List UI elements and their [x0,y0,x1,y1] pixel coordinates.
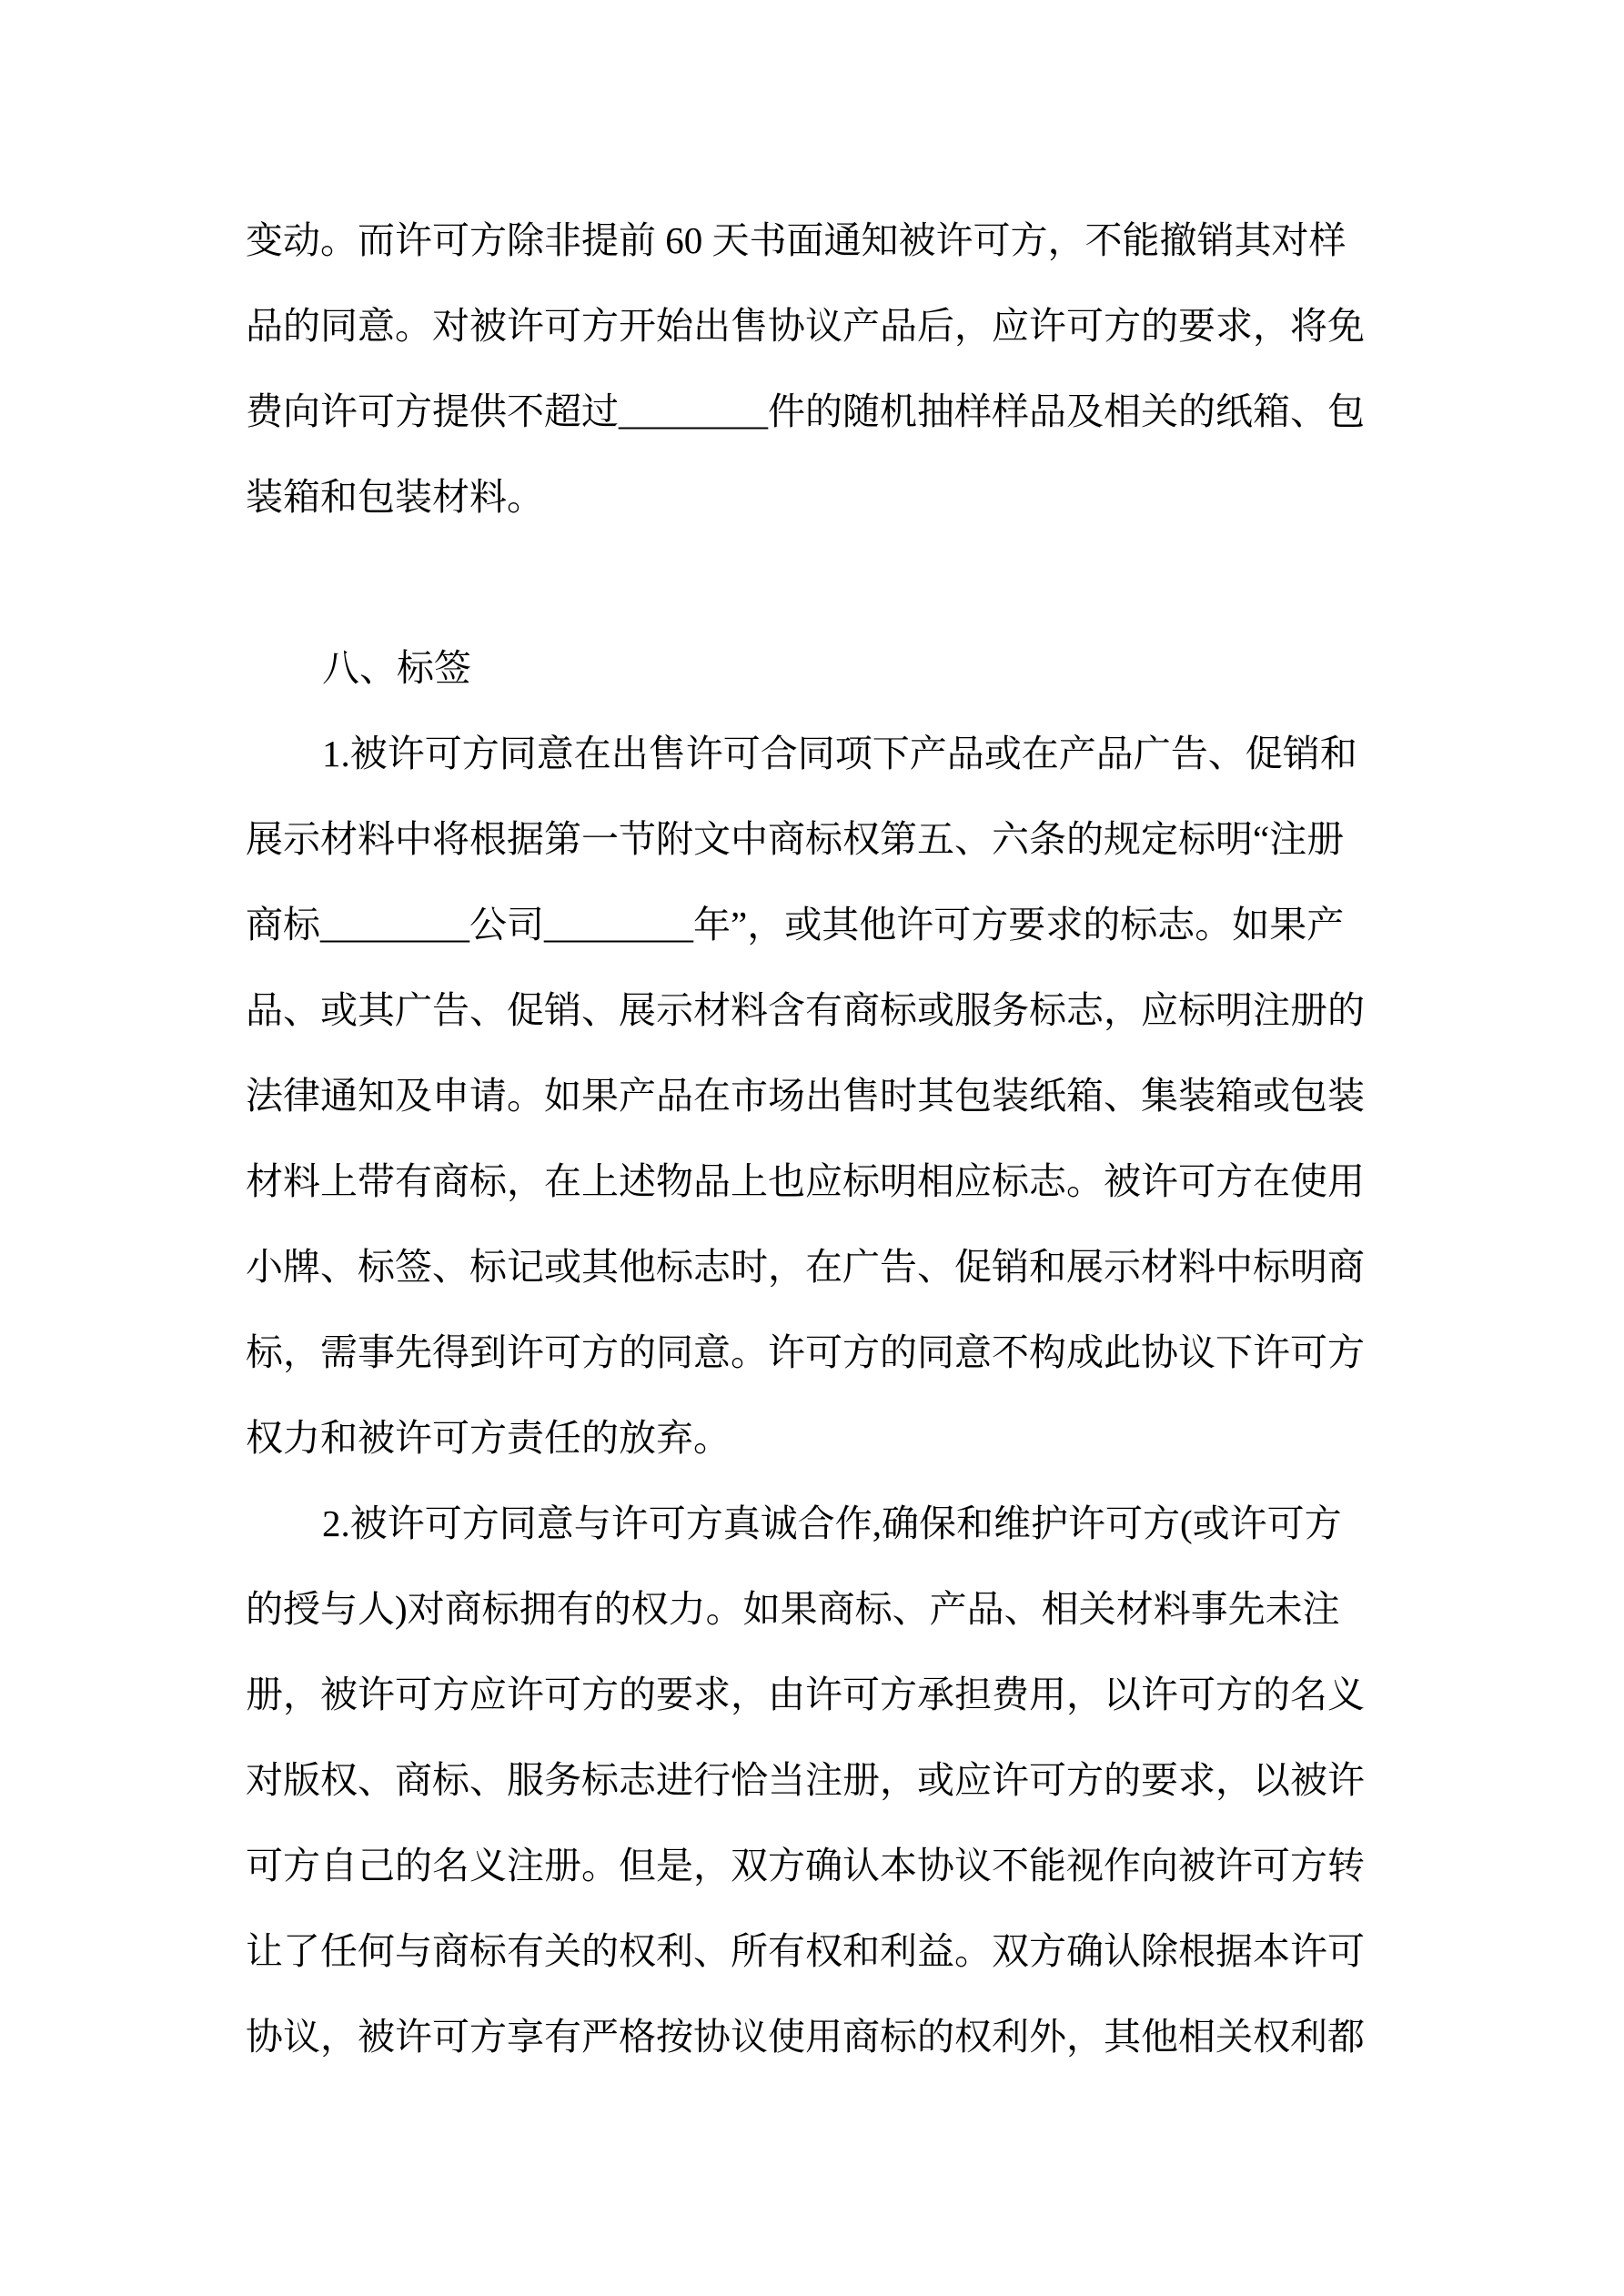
text-line: 2.被许可方同意与许可方真诚合作,确保和维护许可方(或许可方 [322,1502,1342,1544]
text-line: 对版权、商标、服务标志进行恰当注册，或应许可方的要求，以被许 [246,1759,1365,1801]
text-line: 协议，被许可方享有严格按协议使用商标的权利外，其他相关权利都 [246,2016,1365,2058]
text-line: 的授与人)对商标拥有的权力。如果商标、产品、相关材料事先未注 [246,1588,1340,1630]
text-line: 商标________公司________年”，或其他许可方要求的标志。如果产 [246,904,1345,946]
text-line: 小牌、标签、标记或其他标志时，在广告、促销和展示材料中标明商 [246,1246,1365,1288]
text-line: 展示材料中将根据第一节附文中商标权第五、六条的规定标明“注册 [246,818,1345,860]
document-text-block [246,197,1410,2079]
text-line: 让了任何与商标有关的权利、所有权和利益。双方确认除根据本许可 [246,1930,1365,1972]
text-line: 册，被许可方应许可方的要求，由许可方承担费用，以许可方的名义 [246,1674,1365,1715]
section-heading: 八、标签 [322,647,471,689]
text-line: 可方自己的名义注册。但是，双方确认本协议不能视作向被许可方转 [246,1845,1365,1886]
text-line: 费向许可方提供不超过________件的随机抽样样品及相关的纸箱、包 [246,390,1365,432]
text-line: 品的同意。对被许可方开始出售协议产品后，应许可方的要求，将免 [246,305,1365,347]
text-line: 装箱和包装材料。 [246,476,544,518]
text-line: 1.被许可方同意在出售许可合同项下产品或在产品广告、促销和 [322,733,1357,774]
text-line: 权力和被许可方责任的放弃。 [246,1417,731,1459]
text-line: 法律通知及申请。如果产品在市场出售时其包装纸箱、集装箱或包装 [246,1075,1365,1117]
text-line: 材料上带有商标，在上述物品上也应标明相应标志。被许可方在使用 [246,1160,1365,1202]
text-line: 标，需事先得到许可方的同意。许可方的同意不构成此协议下许可方 [246,1331,1365,1373]
text-line: 品、或其广告、促销、展示材料含有商标或服务标志，应标明注册的 [246,989,1365,1031]
text-line: 变动。而许可方除非提前 60 天书面通知被许可方，不能撤销其对样 [246,219,1347,261]
blank-line [246,540,1410,625]
